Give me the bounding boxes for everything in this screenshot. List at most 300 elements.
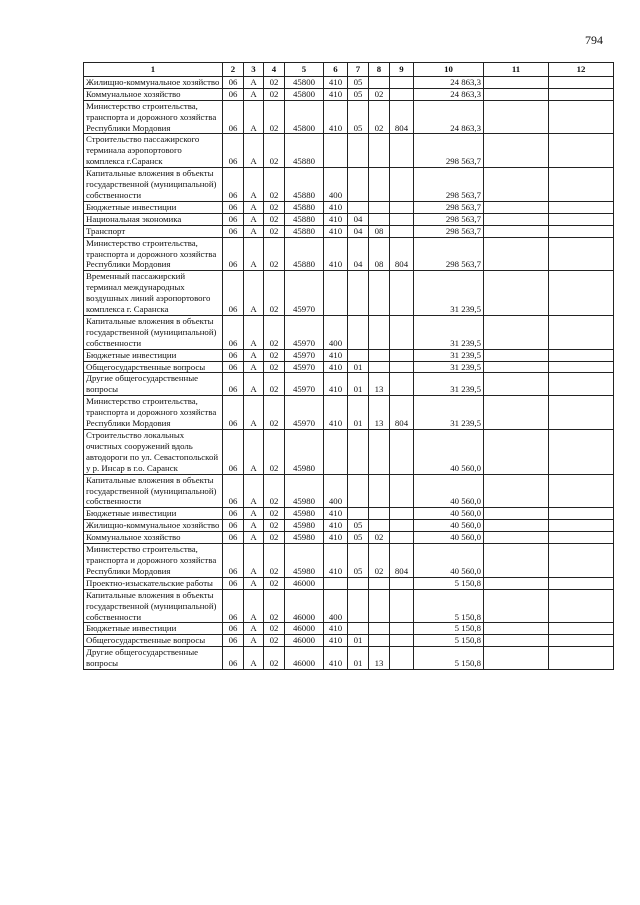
code-col-8	[369, 271, 390, 316]
table-row	[84, 100, 614, 134]
row-name: Капитальные вложения в объекты государственной (муниципальной) собственности	[84, 315, 223, 349]
table-row	[84, 532, 614, 544]
col-11-cell	[484, 430, 549, 475]
code-col-7	[348, 508, 369, 520]
code-col-5: 46000	[285, 635, 324, 647]
code-col-7	[348, 201, 369, 213]
code-col-3: А	[244, 635, 264, 647]
code-col-9	[390, 589, 414, 623]
code-col-5: 45980	[285, 508, 324, 520]
table-row	[84, 544, 614, 578]
code-col-3: А	[244, 213, 264, 225]
code-col-2: 06	[223, 623, 244, 635]
col-11-cell	[484, 373, 549, 396]
code-col-2: 06	[223, 225, 244, 237]
code-col-6: 410	[324, 520, 348, 532]
code-col-6	[324, 271, 348, 316]
col-11-cell	[484, 76, 549, 88]
code-col-8	[369, 349, 390, 361]
code-col-7: 05	[348, 544, 369, 578]
code-col-8: 08	[369, 237, 390, 271]
col-11-cell	[484, 349, 549, 361]
code-col-9: 804	[390, 237, 414, 271]
col-11-cell	[484, 168, 549, 202]
row-name: Министерство строительства, транспорта и дорожного хозяйства Республики Мордовия	[84, 396, 223, 430]
code-col-6: 410	[324, 623, 348, 635]
code-col-2: 06	[223, 396, 244, 430]
code-col-9	[390, 635, 414, 647]
row-name: Строительство пассажирского терминала аэропортового комплекса г.Саранск	[84, 134, 223, 168]
code-col-2: 06	[223, 315, 244, 349]
code-col-5: 45970	[285, 349, 324, 361]
col-12-cell	[549, 520, 614, 532]
code-col-2: 06	[223, 134, 244, 168]
row-name: Бюджетные инвестиции	[84, 623, 223, 635]
row-name: Временный пассажирский терминал международных воздушных линий аэропортового комплекса г. Саранска	[84, 271, 223, 316]
code-col-4: 02	[264, 213, 285, 225]
col-11-cell	[484, 508, 549, 520]
row-name: Капитальные вложения в объекты государственной (муниципальной) собственности	[84, 168, 223, 202]
code-col-6: 410	[324, 76, 348, 88]
amount-cell: 40 560,0	[414, 532, 484, 544]
col-12-cell	[549, 225, 614, 237]
code-col-6: 400	[324, 474, 348, 508]
col-12-cell	[549, 396, 614, 430]
code-col-8	[369, 520, 390, 532]
row-name: Общегосударственные вопросы	[84, 635, 223, 647]
code-col-6: 410	[324, 361, 348, 373]
code-col-5: 45980	[285, 532, 324, 544]
code-col-4: 02	[264, 589, 285, 623]
col-11-cell	[484, 201, 549, 213]
amount-cell: 40 560,0	[414, 430, 484, 475]
code-col-8	[369, 635, 390, 647]
col-11-cell	[484, 225, 549, 237]
code-col-9	[390, 225, 414, 237]
amount-cell: 5 150,8	[414, 623, 484, 635]
code-col-8: 08	[369, 225, 390, 237]
code-col-6: 410	[324, 373, 348, 396]
code-col-7	[348, 271, 369, 316]
table-row	[84, 623, 614, 635]
code-col-2: 06	[223, 635, 244, 647]
table-row	[84, 474, 614, 508]
row-name: Капитальные вложения в объекты государственной (муниципальной) собственности	[84, 589, 223, 623]
code-col-5: 45980	[285, 544, 324, 578]
code-col-3: А	[244, 100, 264, 134]
row-name: Жилищно-коммунальное хозяйство	[84, 520, 223, 532]
code-col-8: 02	[369, 544, 390, 578]
amount-cell: 31 239,5	[414, 315, 484, 349]
code-col-9: 804	[390, 396, 414, 430]
amount-cell: 298 563,7	[414, 213, 484, 225]
code-col-5: 45880	[285, 168, 324, 202]
code-col-8	[369, 168, 390, 202]
amount-cell: 24 863,3	[414, 76, 484, 88]
amount-cell: 31 239,5	[414, 271, 484, 316]
amount-cell: 298 563,7	[414, 134, 484, 168]
code-col-4: 02	[264, 201, 285, 213]
code-col-7	[348, 474, 369, 508]
amount-cell: 24 863,3	[414, 88, 484, 100]
code-col-4: 02	[264, 134, 285, 168]
code-col-7: 04	[348, 225, 369, 237]
code-col-4: 02	[264, 520, 285, 532]
table-row	[84, 430, 614, 475]
code-col-4: 02	[264, 225, 285, 237]
code-col-5: 45880	[285, 213, 324, 225]
code-col-3: А	[244, 544, 264, 578]
code-col-8	[369, 201, 390, 213]
col-11-cell	[484, 315, 549, 349]
row-name: Министерство строительства, транспорта и дорожного хозяйства Республики Мордовия	[84, 237, 223, 271]
code-col-4: 02	[264, 577, 285, 589]
code-col-4: 02	[264, 237, 285, 271]
code-col-3: А	[244, 430, 264, 475]
col-12-cell	[549, 315, 614, 349]
code-col-8	[369, 474, 390, 508]
column-header: 8	[369, 63, 390, 77]
code-col-9	[390, 373, 414, 396]
code-col-7	[348, 349, 369, 361]
row-name: Проектно-изыскательские работы	[84, 577, 223, 589]
amount-cell: 298 563,7	[414, 201, 484, 213]
code-col-5: 45970	[285, 361, 324, 373]
code-col-8	[369, 589, 390, 623]
code-col-5: 45800	[285, 76, 324, 88]
code-col-9	[390, 361, 414, 373]
col-12-cell	[549, 647, 614, 670]
table-row	[84, 577, 614, 589]
code-col-9: 804	[390, 544, 414, 578]
code-col-9	[390, 213, 414, 225]
row-name: Общегосударственные вопросы	[84, 361, 223, 373]
column-header: 4	[264, 63, 285, 77]
col-12-cell	[549, 349, 614, 361]
code-col-9	[390, 315, 414, 349]
col-11-cell	[484, 474, 549, 508]
code-col-6: 410	[324, 647, 348, 670]
code-col-3: А	[244, 237, 264, 271]
code-col-5: 46000	[285, 623, 324, 635]
code-col-2: 06	[223, 213, 244, 225]
code-col-6	[324, 134, 348, 168]
code-col-3: А	[244, 76, 264, 88]
code-col-8	[369, 213, 390, 225]
row-name: Бюджетные инвестиции	[84, 201, 223, 213]
col-11-cell	[484, 544, 549, 578]
code-col-6: 400	[324, 589, 348, 623]
code-col-9	[390, 76, 414, 88]
table-row	[84, 349, 614, 361]
table-row	[84, 396, 614, 430]
row-name: Коммунальное хозяйство	[84, 532, 223, 544]
code-col-3: А	[244, 520, 264, 532]
code-col-9	[390, 168, 414, 202]
col-11-cell	[484, 134, 549, 168]
col-12-cell	[549, 201, 614, 213]
column-header: 11	[484, 63, 549, 77]
code-col-7: 05	[348, 532, 369, 544]
col-12-cell	[549, 508, 614, 520]
code-col-9	[390, 88, 414, 100]
amount-cell: 40 560,0	[414, 508, 484, 520]
budget-table	[83, 62, 614, 670]
code-col-5: 46000	[285, 647, 324, 670]
code-col-4: 02	[264, 635, 285, 647]
code-col-3: А	[244, 315, 264, 349]
code-col-8	[369, 315, 390, 349]
code-col-7: 05	[348, 100, 369, 134]
code-col-8	[369, 361, 390, 373]
code-col-7	[348, 430, 369, 475]
code-col-7: 04	[348, 237, 369, 271]
code-col-8: 13	[369, 373, 390, 396]
row-name: Национальная экономика	[84, 213, 223, 225]
code-col-3: А	[244, 271, 264, 316]
col-11-cell	[484, 237, 549, 271]
code-col-5: 45970	[285, 373, 324, 396]
code-col-3: А	[244, 647, 264, 670]
code-col-5: 45970	[285, 396, 324, 430]
amount-cell: 298 563,7	[414, 168, 484, 202]
amount-cell: 5 150,8	[414, 635, 484, 647]
table-header-row	[84, 63, 614, 77]
code-col-4: 02	[264, 349, 285, 361]
code-col-4: 02	[264, 396, 285, 430]
code-col-8: 02	[369, 88, 390, 100]
code-col-4: 02	[264, 168, 285, 202]
code-col-6: 410	[324, 396, 348, 430]
column-header: 1	[84, 63, 223, 77]
col-12-cell	[549, 168, 614, 202]
code-col-8	[369, 134, 390, 168]
code-col-2: 06	[223, 168, 244, 202]
row-name: Министерство строительства, транспорта и дорожного хозяйства Республики Мордовия	[84, 544, 223, 578]
code-col-2: 06	[223, 76, 244, 88]
code-col-2: 06	[223, 430, 244, 475]
code-col-9	[390, 201, 414, 213]
code-col-8	[369, 577, 390, 589]
code-col-4: 02	[264, 474, 285, 508]
code-col-2: 06	[223, 520, 244, 532]
code-col-4: 02	[264, 647, 285, 670]
col-11-cell	[484, 88, 549, 100]
code-col-6: 410	[324, 100, 348, 134]
row-name: Министерство строительства, транспорта и дорожного хозяйства Республики Мордовия	[84, 100, 223, 134]
code-col-6	[324, 577, 348, 589]
code-col-8	[369, 430, 390, 475]
code-col-3: А	[244, 225, 264, 237]
code-col-2: 06	[223, 349, 244, 361]
col-11-cell	[484, 271, 549, 316]
code-col-5: 45800	[285, 88, 324, 100]
code-col-5: 46000	[285, 589, 324, 623]
code-col-9	[390, 430, 414, 475]
amount-cell: 298 563,7	[414, 237, 484, 271]
code-col-5: 45880	[285, 237, 324, 271]
code-col-5: 46000	[285, 577, 324, 589]
code-col-9: 804	[390, 100, 414, 134]
table-row	[84, 520, 614, 532]
table-row	[84, 271, 614, 316]
col-12-cell	[549, 577, 614, 589]
code-col-7: 04	[348, 213, 369, 225]
code-col-2: 06	[223, 544, 244, 578]
code-col-9	[390, 532, 414, 544]
table-row	[84, 508, 614, 520]
code-col-5: 45800	[285, 100, 324, 134]
code-col-7: 05	[348, 76, 369, 88]
code-col-7: 01	[348, 396, 369, 430]
table-row	[84, 635, 614, 647]
code-col-4: 02	[264, 76, 285, 88]
code-col-6: 410	[324, 635, 348, 647]
code-col-5: 45880	[285, 225, 324, 237]
row-name: Капитальные вложения в объекты государственной (муниципальной) собственности	[84, 474, 223, 508]
code-col-4: 02	[264, 373, 285, 396]
code-col-8: 13	[369, 396, 390, 430]
row-name: Транспорт	[84, 225, 223, 237]
code-col-5: 45880	[285, 201, 324, 213]
table-row	[84, 373, 614, 396]
code-col-7	[348, 577, 369, 589]
code-col-3: А	[244, 474, 264, 508]
code-col-2: 06	[223, 589, 244, 623]
code-col-4: 02	[264, 271, 285, 316]
column-header: 3	[244, 63, 264, 77]
table-row	[84, 315, 614, 349]
column-header: 5	[285, 63, 324, 77]
code-col-5: 45970	[285, 271, 324, 316]
code-col-3: А	[244, 361, 264, 373]
code-col-4: 02	[264, 361, 285, 373]
code-col-5: 45980	[285, 474, 324, 508]
code-col-7: 01	[348, 373, 369, 396]
code-col-6: 410	[324, 225, 348, 237]
code-col-2: 06	[223, 508, 244, 520]
amount-cell: 5 150,8	[414, 589, 484, 623]
code-col-7	[348, 589, 369, 623]
code-col-6: 400	[324, 168, 348, 202]
amount-cell: 40 560,0	[414, 474, 484, 508]
table-row	[84, 168, 614, 202]
code-col-2: 06	[223, 100, 244, 134]
col-12-cell	[549, 474, 614, 508]
column-header: 9	[390, 63, 414, 77]
col-11-cell	[484, 589, 549, 623]
page-number: 794	[585, 33, 603, 47]
code-col-7	[348, 623, 369, 635]
code-col-8: 13	[369, 647, 390, 670]
col-12-cell	[549, 361, 614, 373]
code-col-3: А	[244, 88, 264, 100]
code-col-6: 410	[324, 349, 348, 361]
code-col-2: 06	[223, 474, 244, 508]
code-col-2: 06	[223, 532, 244, 544]
table-row	[84, 589, 614, 623]
col-11-cell	[484, 635, 549, 647]
code-col-6	[324, 430, 348, 475]
code-col-3: А	[244, 532, 264, 544]
code-col-4: 02	[264, 623, 285, 635]
code-col-5: 45970	[285, 315, 324, 349]
col-12-cell	[549, 532, 614, 544]
col-12-cell	[549, 430, 614, 475]
table-row	[84, 225, 614, 237]
code-col-3: А	[244, 349, 264, 361]
col-12-cell	[549, 88, 614, 100]
col-11-cell	[484, 213, 549, 225]
amount-cell: 24 863,3	[414, 100, 484, 134]
code-col-6: 410	[324, 544, 348, 578]
col-11-cell	[484, 100, 549, 134]
code-col-2: 06	[223, 373, 244, 396]
column-header: 10	[414, 63, 484, 77]
code-col-6: 410	[324, 508, 348, 520]
amount-cell: 5 150,8	[414, 577, 484, 589]
code-col-4: 02	[264, 544, 285, 578]
table-row	[84, 76, 614, 88]
code-col-7: 01	[348, 361, 369, 373]
code-col-2: 06	[223, 88, 244, 100]
row-name: Бюджетные инвестиции	[84, 508, 223, 520]
amount-cell: 298 563,7	[414, 225, 484, 237]
code-col-7: 05	[348, 520, 369, 532]
column-header: 12	[549, 63, 614, 77]
amount-cell: 40 560,0	[414, 544, 484, 578]
col-11-cell	[484, 577, 549, 589]
code-col-4: 02	[264, 508, 285, 520]
code-col-2: 06	[223, 647, 244, 670]
table-row	[84, 213, 614, 225]
col-12-cell	[549, 213, 614, 225]
table-row	[84, 237, 614, 271]
code-col-9	[390, 474, 414, 508]
amount-cell: 31 239,5	[414, 396, 484, 430]
col-11-cell	[484, 361, 549, 373]
code-col-3: А	[244, 577, 264, 589]
column-header: 6	[324, 63, 348, 77]
code-col-7	[348, 315, 369, 349]
code-col-9	[390, 577, 414, 589]
code-col-9	[390, 623, 414, 635]
code-col-6: 410	[324, 237, 348, 271]
row-name: Жилищно-коммунальное хозяйство	[84, 76, 223, 88]
code-col-9	[390, 508, 414, 520]
code-col-6: 410	[324, 532, 348, 544]
code-col-3: А	[244, 134, 264, 168]
code-col-8: 02	[369, 532, 390, 544]
col-12-cell	[549, 544, 614, 578]
code-col-2: 06	[223, 577, 244, 589]
code-col-9	[390, 647, 414, 670]
code-col-7	[348, 168, 369, 202]
col-11-cell	[484, 647, 549, 670]
code-col-3: А	[244, 589, 264, 623]
code-col-8: 02	[369, 100, 390, 134]
col-11-cell	[484, 532, 549, 544]
code-col-3: А	[244, 396, 264, 430]
code-col-7: 01	[348, 647, 369, 670]
code-col-8	[369, 508, 390, 520]
amount-cell: 31 239,5	[414, 373, 484, 396]
code-col-6: 400	[324, 315, 348, 349]
amount-cell: 31 239,5	[414, 361, 484, 373]
col-12-cell	[549, 76, 614, 88]
table-row	[84, 361, 614, 373]
code-col-6: 410	[324, 201, 348, 213]
